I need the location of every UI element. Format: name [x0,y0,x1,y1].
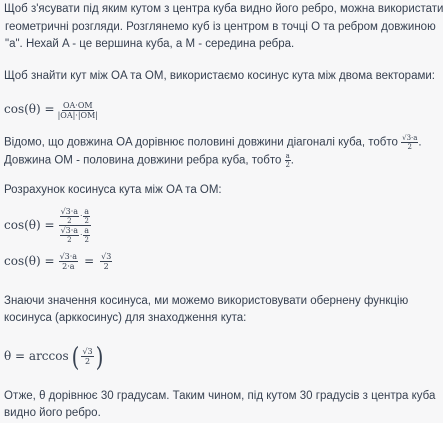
oa-length-fraction [401,134,418,151]
cosine-calculation-step-1 [4,209,400,243]
arccos-numerator: √3 [82,347,93,357]
om-length-numerator: a [285,152,290,161]
cosine-formula-fraction [57,101,99,120]
step2-lhs: cos(θ) = [4,253,55,268]
oa-length-denominator: 2 [407,143,412,151]
step1-lhs: cos(θ) = [4,217,55,232]
intro-paragraph-line-2: геометричні розгляди. Розглянемо куб із центром в точці O та ребром довжиною [5,20,436,33]
cosine-formula-lhs: cos(θ) = [4,102,55,117]
step1-num-a: √3·a [60,207,79,217]
cosine-method-paragraph: Щоб знайти кут між OA та OM, використаємо косинус кута між двома векторами: [4,69,435,82]
step1-numerator: $\frac{√3\cdot a}{2}$ · $\frac{a}{2}$ [60,207,90,226]
right-paren: ) [95,340,104,373]
step2-denominator: 2·a [62,262,75,272]
step2-result-fraction [100,252,112,271]
step1-den-a-den: 2 [67,236,72,245]
step2-numerator: √3·a [59,252,78,262]
calculation-heading: Розрахунок косинуса кута між OA та OM: [4,184,222,197]
step1-num-b-den: 2 [84,217,89,226]
step2-result-denominator: 2 [103,262,109,272]
step1-den-b-den: 2 [84,236,89,245]
om-length-paragraph: Довжина OM - половина довжини ребра куба, тобто $\frac{a}{2}$ . [4,152,294,170]
arccos-paragraph-line-1: Знаючи значення косинуса, ми можемо використовувати обернену функцію [4,294,409,307]
om-length-text: Довжина OM - половина довжини ребра куба, тобто [4,154,282,167]
step1-num-a-den: 2 [67,217,72,226]
step1-num-b: a [84,207,90,217]
cosine-formula-denominator: |OA|·|OM| [57,110,98,120]
cosine-formula [4,97,400,123]
om-length-denominator: 2 [285,161,290,170]
step2-result-numerator: √3 [101,252,112,262]
oa-length-numerator: √3·a [402,134,418,142]
arccos-denominator: 2 [84,357,91,367]
step2-equals: = [84,253,95,268]
arccos-formula [4,342,400,372]
arccos-paragraph-line-2: косинуса (арккосинус) для знаходження кута: [4,312,247,325]
cosine-calculation-step-2 [4,247,400,277]
conclusion-line-2: видно його ребро. [4,407,101,420]
step1-den-b: a [84,226,90,236]
conclusion-line-1: Отже, θ дорівнює 30 градусам. Таким чином, під кутом 30 градусів з центра куба [4,389,436,402]
step1-denominator: √3·a 2 · a 2 [60,226,90,245]
oa-length-text: Відомо, що довжина OA дорівнює половині довжини діагоналі куба, тобто [4,136,398,149]
step1-fraction [59,207,92,244]
step1-den-a: √3·a [60,226,79,236]
cosine-formula-numerator: OA·OM [62,100,93,110]
arccos-fraction [81,347,93,366]
intro-paragraph-line-3: "a". Нехай A - це вершина куба, а M - середина ребра. [5,38,295,50]
intro-paragraph-line-1: Щоб з'ясувати під яким кутом з центра куба видно його ребро, можна використати [4,3,443,15]
oa-length-paragraph: Відомо, що довжина OA дорівнює половині довжини діагоналі куба, тобто $\frac{√3\cdot a}{2}$ . [4,134,422,151]
arccos-lhs: θ = arccos [4,348,69,363]
left-paren: ( [71,340,80,373]
step2-fraction [59,252,79,271]
